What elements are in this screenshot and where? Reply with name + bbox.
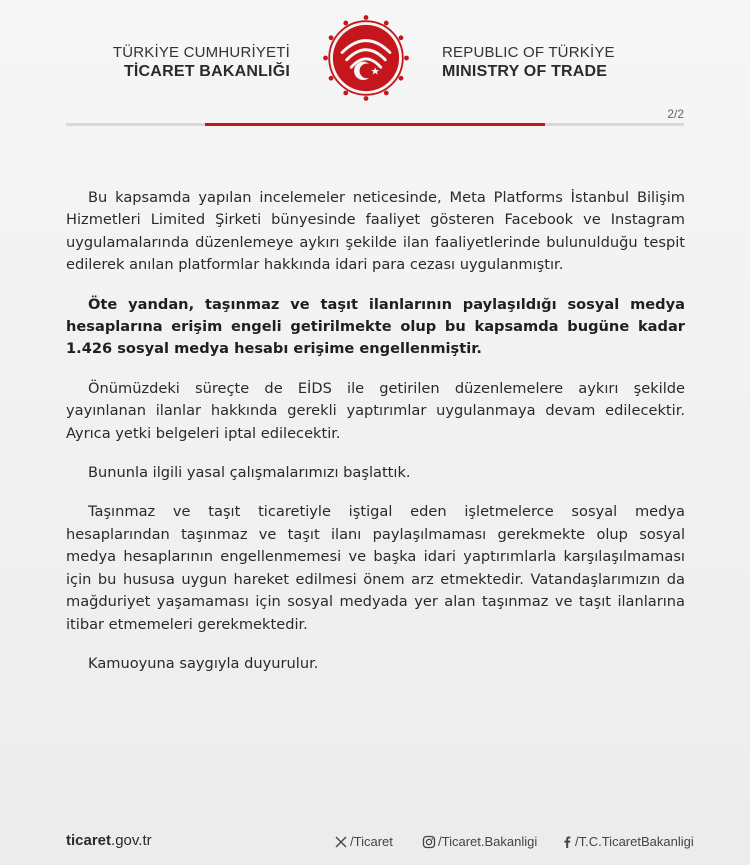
paragraph-penalty: Bu kapsamda yapılan incelemeler neticesinde, Meta Platforms İstanbul Bilişim Hizmetleri Limited Şirketi bünyesinde faaliyet gösteren Facebook ve Instagram uygulamalarında düzenlemeye aykırı şekilde ilan faaliyetlerinde bulunulduğu tespit edilerek anılan platformlar hakkında idari para cezası uygulanmıştır. [66, 189, 685, 274]
press-release-body [66, 187, 685, 692]
x-icon [334, 835, 348, 849]
website-domain-suffix: .gov.tr [111, 832, 152, 849]
ministry-name-en: MINISTRY OF TRADE [442, 63, 608, 80]
page-number: 2/2 [667, 107, 684, 121]
facebook-handle: /T.C.TicaretBakanligi [575, 834, 694, 849]
paragraph-access-ban: Öte yandan, taşınmaz ve taşıt ilanlarının paylaşıldığı sosyal medya hesaplarına erişim engeli getirilmekte olup bu kapsamda bugüne kadar 1.426 sosyal medya hesabı erişime engellenmiştir. [66, 295, 685, 358]
paragraph-legal-work: Bununla ilgili yasal çalışmalarımızı başlattık. [88, 464, 411, 482]
facebook-icon [561, 835, 573, 849]
instagram-link[interactable] [422, 834, 537, 849]
website-link[interactable] [66, 832, 152, 849]
x-handle: /Ticaret [350, 834, 393, 849]
instagram-handle: /Ticaret.Bakanligi [438, 834, 538, 849]
letterhead-english-title [442, 44, 615, 82]
header-divider [66, 123, 684, 126]
x-link[interactable] [334, 834, 393, 849]
ministry-name-tr: TİCARET BAKANLIĞI [123, 63, 290, 80]
letterhead-turkish-title [113, 44, 290, 82]
footer [66, 832, 694, 852]
paragraph-eids-sanctions: Önümüzdeki süreçte de EİDS ile getirilen düzenlemelere aykırı şekilde yayınlanan ilanlar hakkında gerekli yaptırımlar uygulanmaya devam edilecektir. Ayrıca yetki belgeleri iptal edilecektir. [66, 379, 685, 442]
instagram-icon [422, 835, 436, 849]
facebook-link[interactable] [561, 834, 694, 849]
paragraph-closing: Kamuoyuna saygıyla duyurulur. [88, 654, 319, 672]
website-domain-bold: ticaret [66, 832, 112, 849]
country-name-tr: TÜRKİYE CUMHURİYETİ [112, 44, 290, 61]
country-name-en: REPUBLIC OF TÜRKİYE [442, 44, 615, 61]
header-divider-accent [205, 123, 545, 126]
ministry-emblem-icon [320, 12, 412, 104]
paragraph-warning: Taşınmaz ve taşıt ticaretiyle iştigal eden işletmelerce sosyal medya hesaplarından taşınmaz ve taşıt ilanı paylaşılmaması gerekmekte olup sosyal medya hesaplarının engellenmemesi ve başka idari yaptırımlarla karşılaşılmaması için bu hususa uygun hareket edilmesi önem arz etmektedir. Vatandaşlarımızın da mağduriyet yaşamaması için sosyal medyada yer alan taşınmaz ve taşıt ilanlarına itibar etmemeleri gerekmektedir. [66, 503, 685, 633]
letterhead [0, 0, 750, 130]
